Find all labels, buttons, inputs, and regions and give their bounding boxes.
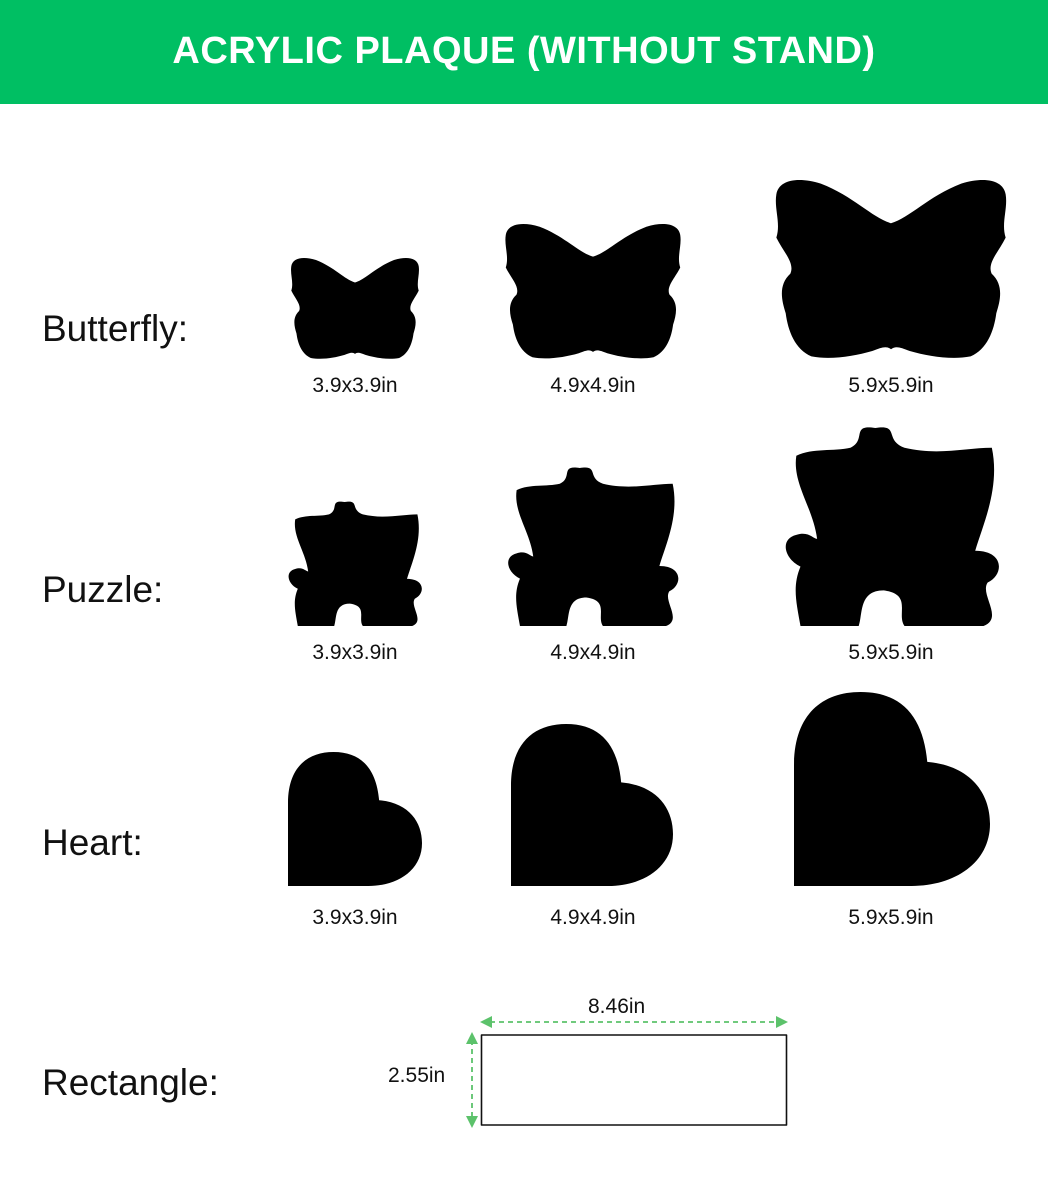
header-banner: [0, 0, 1048, 104]
rectangle-shape: [482, 1035, 787, 1125]
rectangle-height-label: 2.55in: [388, 1064, 446, 1087]
puzzle-row-label: Puzzle:: [42, 569, 164, 610]
puzzle-size-small: 3.9x3.9in: [312, 641, 398, 664]
height-arrow-bottom-head: [466, 1116, 478, 1128]
butterfly-shape-small: [290, 258, 420, 360]
rectangle-dimension-diagram: [460, 1012, 800, 1132]
puzzle-shape-medium: [510, 468, 676, 626]
butterfly-size-large: 5.9x5.9in: [848, 374, 934, 397]
page-title: ACRYLIC PLAQUE (WITHOUT STAND): [172, 29, 876, 72]
butterfly-row-label: Butterfly:: [42, 308, 188, 349]
height-arrow-top-head: [466, 1032, 478, 1044]
butterfly-shape-large: [774, 180, 1008, 360]
width-arrow-right-head: [776, 1016, 788, 1028]
puzzle-shape-small: [290, 502, 420, 626]
rectangle-row-label: Rectangle:: [42, 1062, 219, 1103]
butterfly-size-small: 3.9x3.9in: [312, 374, 398, 397]
puzzle-size-large: 5.9x5.9in: [848, 641, 934, 664]
puzzle-shape-large: [788, 428, 996, 626]
heart-size-medium: 4.9x4.9in: [550, 906, 636, 929]
heart-shape-large: [794, 692, 990, 886]
heart-row-label: Heart:: [42, 822, 143, 863]
butterfly-shape-medium: [504, 224, 682, 360]
width-arrow-left-head: [480, 1016, 492, 1028]
heart-size-large: 5.9x5.9in: [848, 906, 934, 929]
heart-shape-medium: [511, 724, 673, 886]
heart-size-small: 3.9x3.9in: [312, 906, 398, 929]
butterfly-size-medium: 4.9x4.9in: [550, 374, 636, 397]
heart-shape-small: [288, 752, 422, 886]
puzzle-size-medium: 4.9x4.9in: [550, 641, 636, 664]
rectangle-width-label: 8.46in: [588, 995, 646, 1018]
